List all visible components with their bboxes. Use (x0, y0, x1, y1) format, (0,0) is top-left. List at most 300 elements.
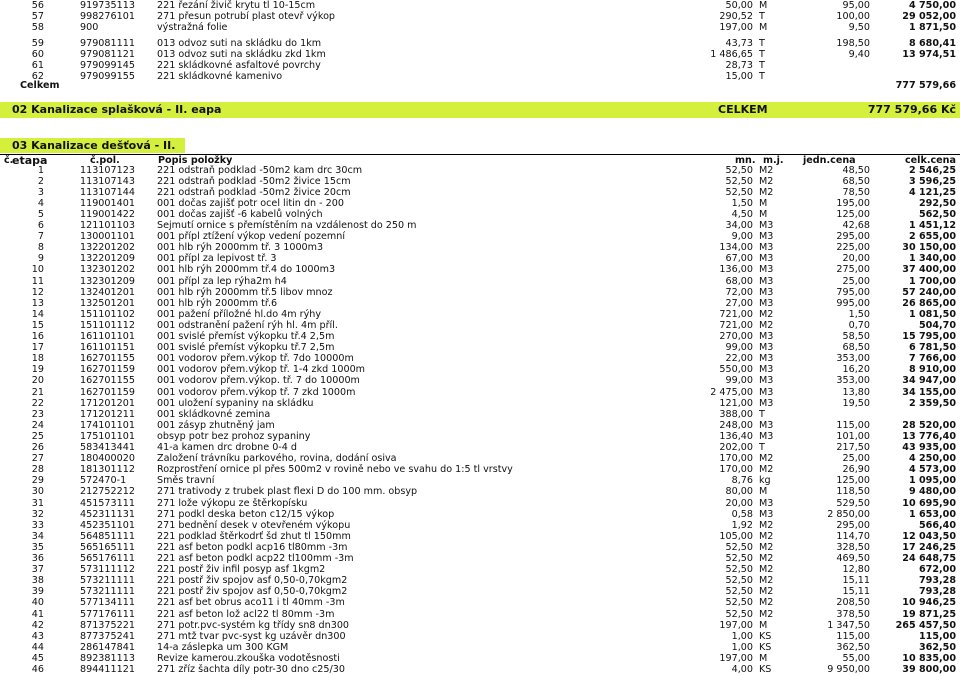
cell-unit: M3 (759, 253, 774, 265)
cell-qty: 68,00 (725, 275, 753, 287)
cell-code: 162701159 (80, 364, 135, 376)
cell-desc: obsyp potr bez prohoz sypaniny (157, 430, 311, 442)
cell-qty: 67,00 (725, 253, 753, 265)
cell-num: 36 (31, 553, 44, 564)
cell-total: 34 155,00 (902, 386, 956, 398)
cell-code: 132501201 (80, 297, 135, 309)
cell-qty: 197,00 (719, 22, 753, 33)
table-row (0, 398, 960, 409)
cell-num: 25 (31, 430, 44, 442)
cell-price: 378,50 (836, 608, 870, 620)
table-row (0, 420, 960, 431)
cell-unit: M2 (759, 186, 774, 198)
cell-qty: 52,50 (725, 597, 753, 609)
cell-num: 37 (31, 564, 44, 576)
cell-qty: 52,50 (725, 164, 753, 176)
cell-desc: 001 hlb rýh 2000mm tř.5 libov mnoz (157, 286, 333, 298)
cell-total: 4 250,00 (908, 453, 956, 465)
cell-code: 174101101 (80, 419, 135, 431)
cell-code: 113107144 (80, 186, 135, 198)
cell-price: 58,50 (842, 331, 870, 342)
cell-price: 19,50 (842, 397, 870, 409)
table-row (0, 342, 960, 353)
cell-price: 0,70 (848, 319, 870, 331)
cell-qty: 52,50 (725, 541, 753, 553)
cell-unit: M (759, 22, 768, 33)
cell-desc: 221 asf bet obrus aco11 i tl 40mm -3m (157, 597, 345, 609)
cell-total: 57 240,00 (902, 286, 956, 298)
cell-desc: 001 vodorov přem.výkop tř. 7do 10000m (157, 353, 354, 365)
cell-price: 198,50 (836, 38, 870, 49)
cell-price: 68,50 (842, 175, 870, 187)
cell-desc: Rozprostření ornice pl přes 500m2 v rovině nebo ve svahu do 1:5 tl vrstvy (157, 464, 513, 476)
table-row (0, 187, 960, 198)
cell-code: 573211111 (80, 586, 135, 598)
cell-num: 11 (31, 275, 44, 287)
cell-desc: 001 přípl za lepivost tř. 3 (157, 253, 277, 265)
cell-qty: 50,00 (725, 0, 753, 11)
cell-desc: 001 uložení sypaniny na skládku (157, 397, 314, 409)
cell-qty: 1,92 (731, 519, 753, 531)
table-row (0, 597, 960, 608)
table-row (0, 60, 960, 71)
cell-desc: 001 skládkovné zemina (157, 408, 271, 420)
cell-price: 55,00 (842, 652, 870, 664)
cell-qty: 15,00 (725, 71, 753, 82)
cell-code: 565176111 (80, 553, 135, 564)
cell-qty: 1 486,65 (710, 49, 753, 60)
cell-desc: 001 vodorov přem.výkop tř. 7 zkd 1000m (157, 386, 356, 398)
cell-desc: 013 odvoz suti na skládku zkd 1km (157, 49, 326, 60)
cell-code: 132301202 (80, 264, 135, 276)
cell-total: 8 680,41 (908, 38, 956, 49)
table-row (0, 442, 960, 453)
cell-total: 793,28 (918, 586, 956, 598)
cell-total: 15 795,00 (902, 331, 956, 342)
cell-unit: M2 (759, 453, 774, 465)
cell-unit: M3 (759, 264, 774, 276)
cell-num: 34 (31, 530, 44, 542)
cell-code: 577176111 (80, 608, 135, 620)
cell-total: 1 340,00 (908, 253, 956, 265)
cell-total: 43 935,00 (902, 442, 956, 453)
header-total: celk.cena (904, 155, 956, 166)
cell-price: 118,50 (836, 486, 870, 498)
cell-num: 60 (31, 49, 44, 60)
cell-unit: M3 (759, 242, 774, 254)
cell-price: 1 347,50 (827, 619, 870, 631)
cell-num: 5 (37, 208, 44, 220)
cell-num: 43 (31, 630, 44, 642)
cell-price: 275,00 (836, 264, 870, 276)
cell-price: 20,00 (842, 253, 870, 265)
cell-price: 15,11 (842, 586, 870, 598)
cell-total: 2 546,25 (908, 164, 956, 176)
cell-num: 8 (37, 242, 44, 254)
cell-unit: M3 (759, 419, 774, 431)
cell-unit: M3 (759, 297, 774, 309)
cell-desc: 271 trativody z trubek plast flexi D do 100 mm. obsyp (157, 486, 418, 498)
cell-qty: 99,00 (725, 375, 753, 387)
cell-qty: 0,58 (731, 508, 753, 520)
table-row (0, 165, 960, 176)
cell-code: 171201211 (80, 408, 135, 420)
cell-qty: 52,50 (725, 553, 753, 564)
table-row (0, 486, 960, 497)
cell-desc: Založení trávníku parkového, rovina, dodání osiva (157, 453, 397, 465)
table-row (0, 475, 960, 486)
cell-qty: 52,50 (725, 564, 753, 576)
cell-total: 30 150,00 (902, 242, 956, 254)
cell-total: 265 457,50 (895, 619, 956, 631)
table-row (0, 498, 960, 509)
cell-desc: 001 přípl ztížení výkop vedení pozemní (157, 231, 345, 243)
cell-unit: M2 (759, 575, 774, 587)
cell-qty: 80,00 (725, 486, 753, 498)
cell-price: 125,00 (836, 208, 870, 220)
table-row (0, 431, 960, 442)
cell-price: 195,00 (836, 197, 870, 209)
cell-code: 121101103 (80, 220, 135, 231)
cell-desc: 271 mtž tvar pvc-syst kg uzávěr dn300 (157, 630, 346, 642)
table-row (0, 220, 960, 231)
cell-desc: 221 řezání živič krytu tl 10-15cm (157, 0, 316, 11)
cell-total: 1 700,00 (908, 275, 956, 287)
cell-num: 3 (37, 186, 44, 198)
cell-code: 161101101 (80, 331, 135, 342)
cell-price: 115,00 (836, 630, 870, 642)
cell-desc: 001 hlb rýh 2000mm tř. 3 1000m3 (157, 242, 324, 254)
cell-total: 8 910,00 (908, 364, 956, 376)
cell-desc: 221 odstraň podklad -50m2 živice 15cm (157, 175, 351, 187)
cell-total: 13 974,51 (902, 49, 956, 60)
cell-total: 17 246,25 (902, 541, 956, 553)
cell-code: 212752212 (80, 486, 135, 498)
cell-desc: 271 bednění desek v otevřeném výkopu (157, 519, 351, 531)
cell-price: 48,50 (842, 164, 870, 176)
cell-desc: 221 podklad štěrkodrť šd zhut tl 150mm (157, 530, 351, 542)
cell-desc: 001 zásyp zhutněný jam (157, 419, 275, 431)
cell-num: 19 (31, 364, 44, 376)
cell-price: 100,00 (836, 11, 870, 22)
cell-desc: Sejmutí ornice s přemístěním na vzdálenost do 250 m (157, 220, 417, 231)
cell-total: 12 043,50 (902, 530, 956, 542)
cell-total: 1 871,50 (908, 22, 956, 33)
cell-total: 39 800,00 (902, 664, 956, 675)
table-row (0, 198, 960, 209)
cell-unit: T (759, 38, 765, 49)
cell-unit: M3 (759, 386, 774, 398)
cell-total: 26 865,00 (902, 297, 956, 309)
cell-price: 25,00 (842, 453, 870, 465)
cell-code: 130001101 (80, 231, 135, 243)
cell-qty: 248,00 (719, 419, 753, 431)
cell-desc: 271 lože výkopu ze štěrkopísku (157, 497, 308, 509)
cell-code: 151101112 (80, 319, 135, 331)
cell-total: 566,40 (918, 519, 956, 531)
cell-desc: 221 skládkovné kamenivo (157, 71, 283, 82)
cell-desc: výstražná folie (157, 22, 228, 33)
table-row (0, 287, 960, 298)
cell-num: 22 (31, 397, 44, 409)
cell-total: 24 648,75 (902, 553, 956, 564)
cell-num: 21 (31, 386, 44, 398)
cell-total: 672,00 (918, 564, 956, 576)
cell-unit: M2 (759, 530, 774, 542)
cell-num: 26 (31, 442, 44, 453)
cell-qty: 22,00 (725, 353, 753, 365)
cell-code: 892381113 (80, 652, 135, 664)
cell-desc: 001 vodorov přem.výkop tř. 1-4 zkd 1000m (157, 364, 366, 376)
cell-price: 208,50 (836, 597, 870, 609)
cell-price: 9,50 (848, 22, 870, 33)
cell-num: 27 (31, 453, 44, 465)
cell-unit: M2 (759, 608, 774, 620)
cell-price: 9,40 (848, 49, 870, 60)
cell-code: 132201209 (80, 253, 135, 265)
cell-num: 16 (31, 331, 44, 342)
cell-code: 564851111 (80, 530, 135, 542)
cell-desc: 001 hlb rýh 2000mm tř.4 do 1000m3 (157, 264, 336, 276)
cell-desc: 271 přesun potrubí plast otevř výkop (157, 11, 336, 22)
table-row (0, 542, 960, 553)
cell-desc: 41-a kamen drc drobne 0-4 d (157, 442, 298, 453)
cell-price: 469,50 (836, 553, 870, 564)
cell-total: 9 480,00 (908, 486, 956, 498)
cell-num: 57 (31, 11, 44, 22)
cell-price: 9 950,00 (827, 664, 870, 675)
cell-desc: 221 postř živ infil posyp asf 1kgm2 (157, 564, 326, 576)
cell-total: 2 359,50 (908, 397, 956, 409)
cell-qty: 105,00 (719, 530, 753, 542)
cell-price: 225,00 (836, 242, 870, 254)
cell-desc: 221 postř živ spojov asf 0,50-0,70kgm2 (157, 575, 348, 587)
cell-qty: 721,00 (719, 319, 753, 331)
cell-total: 562,50 (918, 208, 956, 220)
cell-unit: M3 (759, 342, 774, 354)
cell-price: 353,00 (836, 353, 870, 365)
cell-desc: Směs travní (157, 475, 215, 487)
cell-qty: 1,00 (731, 641, 753, 653)
cell-qty: 202,00 (719, 442, 753, 453)
cell-num: 33 (31, 519, 44, 531)
cell-qty: 136,40 (719, 430, 753, 442)
cell-unit: M2 (759, 553, 774, 564)
table-row (0, 298, 960, 309)
cell-num: 7 (37, 231, 44, 243)
table-row (0, 264, 960, 275)
table-row (0, 409, 960, 420)
cell-qty: 52,50 (725, 175, 753, 187)
cell-price: 353,00 (836, 375, 870, 387)
cell-num: 39 (31, 586, 44, 598)
section-03-title: 03 Kanalizace dešťová - II. etapa (12, 139, 176, 167)
cell-unit: M3 (759, 397, 774, 409)
cell-desc: 001 svislé přemíst výkopku tř.7 2,5m (157, 342, 335, 354)
cell-qty: 28,73 (725, 60, 753, 71)
cell-desc: 001 dočas zajišť -6 kabelů volných (157, 208, 323, 220)
cell-code: 175101101 (80, 430, 135, 442)
cell-qty: 170,00 (719, 453, 753, 465)
cell-unit: T (759, 442, 765, 453)
table-row (0, 353, 960, 364)
cell-unit: M3 (759, 364, 774, 376)
cell-num: 31 (31, 497, 44, 509)
cell-unit: M2 (759, 464, 774, 476)
table-row (0, 575, 960, 586)
cell-num: 46 (31, 664, 44, 675)
cell-code: 162701155 (80, 375, 135, 387)
cell-unit: M2 (759, 175, 774, 187)
cell-code: 877375241 (80, 630, 135, 642)
cell-qty: 721,00 (719, 308, 753, 320)
table-row (0, 464, 960, 475)
cell-desc: 001 hlb rýh 2000mm tř.6 (157, 297, 278, 309)
table-row (0, 38, 960, 49)
table-row (0, 631, 960, 642)
cell-num: 59 (31, 38, 44, 49)
cell-qty: 52,50 (725, 586, 753, 598)
cell-unit: T (759, 49, 765, 60)
cell-num: 32 (31, 508, 44, 520)
cell-price: 2 850,00 (827, 508, 870, 520)
cell-desc: 001 odstranění pažení rýh hl. 4m příl. (157, 319, 338, 331)
header-unit: m.j. (763, 155, 784, 166)
cell-code: 452311131 (80, 508, 135, 520)
cell-unit: M3 (759, 353, 774, 365)
cell-unit: M2 (759, 564, 774, 576)
cell-num: 15 (31, 319, 44, 331)
cell-num: 14 (31, 308, 44, 320)
cell-code: 979081111 (80, 38, 135, 49)
cell-qty: 136,00 (719, 264, 753, 276)
cell-total: 3 596,25 (908, 175, 956, 187)
cell-code: 151101102 (80, 308, 135, 320)
cell-unit: M (759, 197, 768, 209)
cell-code: 998276101 (80, 11, 135, 22)
cell-price: 328,50 (836, 541, 870, 553)
cell-desc: 001 svislé přemíst výkopku tř.4 2,5m (157, 331, 335, 342)
cell-code: 162701155 (80, 353, 135, 365)
cell-num: 58 (31, 22, 44, 33)
cell-price: 125,00 (836, 475, 870, 487)
table-row (0, 620, 960, 631)
cell-desc: 271 potr.pvc-systém kg třídy sn8 dn300 (157, 619, 350, 631)
cell-code: 451573111 (80, 497, 135, 509)
cell-code: 894411121 (80, 664, 135, 675)
cell-unit: M2 (759, 597, 774, 609)
cell-qty: 72,00 (725, 286, 753, 298)
cell-code: 113107123 (80, 164, 135, 176)
cell-num: 30 (31, 486, 44, 498)
table-row (0, 22, 960, 33)
cell-price: 78,50 (842, 186, 870, 198)
cell-total: 29 052,00 (902, 11, 956, 22)
cell-code: 132401201 (80, 286, 135, 298)
cell-code: 452351101 (80, 519, 135, 531)
cell-code: 119001401 (80, 197, 135, 209)
cell-total: 793,28 (918, 575, 956, 587)
cell-total: 4 750,00 (908, 0, 956, 11)
header-num: č. (4, 155, 14, 166)
cell-code: 119001422 (80, 208, 135, 220)
cell-num: 2 (37, 175, 44, 187)
cell-price: 16,20 (842, 364, 870, 376)
cell-num: 56 (31, 0, 44, 11)
cell-qty: 99,00 (725, 342, 753, 354)
table-row (0, 331, 960, 342)
cell-total: 1 451,12 (908, 220, 956, 231)
cell-qty: 2 475,00 (710, 386, 753, 398)
cell-code: 132301209 (80, 275, 135, 287)
cell-total: 10 835,00 (902, 652, 956, 664)
cell-unit: M3 (759, 220, 774, 231)
cell-desc: 271 zříz šachta díly potr-30 dno c25/30 (157, 664, 345, 675)
table-row (0, 209, 960, 220)
cell-total: 504,70 (918, 319, 956, 331)
cell-qty: 1,50 (731, 197, 753, 209)
cell-desc: 271 podkl deska beton c12/15 výkop (157, 508, 335, 520)
header-qty: mn. (735, 155, 756, 166)
table-row (0, 453, 960, 464)
cell-code: 979099155 (80, 71, 135, 82)
cell-desc: 001 pažení příložné hl.do 4m rýhy (157, 308, 322, 320)
cell-unit: T (759, 11, 765, 22)
cell-total: 6 781,50 (908, 342, 956, 354)
cell-num: 12 (31, 286, 44, 298)
table-row (0, 553, 960, 564)
cell-total: 13 776,40 (902, 430, 956, 442)
cell-qty: 27,00 (725, 297, 753, 309)
cell-num: 20 (31, 375, 44, 387)
cell-price: 25,00 (842, 275, 870, 287)
cell-unit: M3 (759, 275, 774, 287)
table-row (0, 364, 960, 375)
cell-price: 12,80 (842, 564, 870, 576)
table-row (0, 520, 960, 531)
cell-unit: KS (759, 664, 772, 675)
cell-unit: M3 (759, 231, 774, 243)
cell-desc: 221 odstraň podklad -50m2 kam drc 30cm (157, 164, 363, 176)
cell-total: 292,50 (918, 197, 956, 209)
cell-num: 4 (37, 197, 44, 209)
cell-unit: T (759, 408, 765, 420)
table-row (0, 509, 960, 520)
table-row (0, 176, 960, 187)
cell-num: 41 (31, 608, 44, 620)
cell-num: 42 (31, 619, 44, 631)
cell-qty: 8,76 (731, 475, 753, 487)
cell-qty: 9,00 (731, 231, 753, 243)
cell-code: 572470-1 (80, 475, 127, 487)
header-desc: Popis položky (158, 155, 233, 166)
cell-unit: M2 (759, 541, 774, 553)
cell-total: 4 121,25 (908, 186, 956, 198)
cell-unit: kg (759, 475, 771, 487)
cell-code: 132201202 (80, 242, 135, 254)
section-02-band (0, 102, 960, 118)
cell-price: 1,50 (848, 308, 870, 320)
cell-total: 37 400,00 (902, 264, 956, 276)
cell-price: 115,00 (836, 419, 870, 431)
cell-desc: 221 asf beton podkl acp16 tl80mm -3m (157, 541, 348, 553)
cell-num: 9 (37, 253, 44, 265)
cell-num: 18 (31, 353, 44, 365)
cell-num: 38 (31, 575, 44, 587)
cell-total: 10 695,90 (902, 497, 956, 509)
cell-unit: M (759, 0, 768, 11)
cell-num: 17 (31, 342, 44, 354)
